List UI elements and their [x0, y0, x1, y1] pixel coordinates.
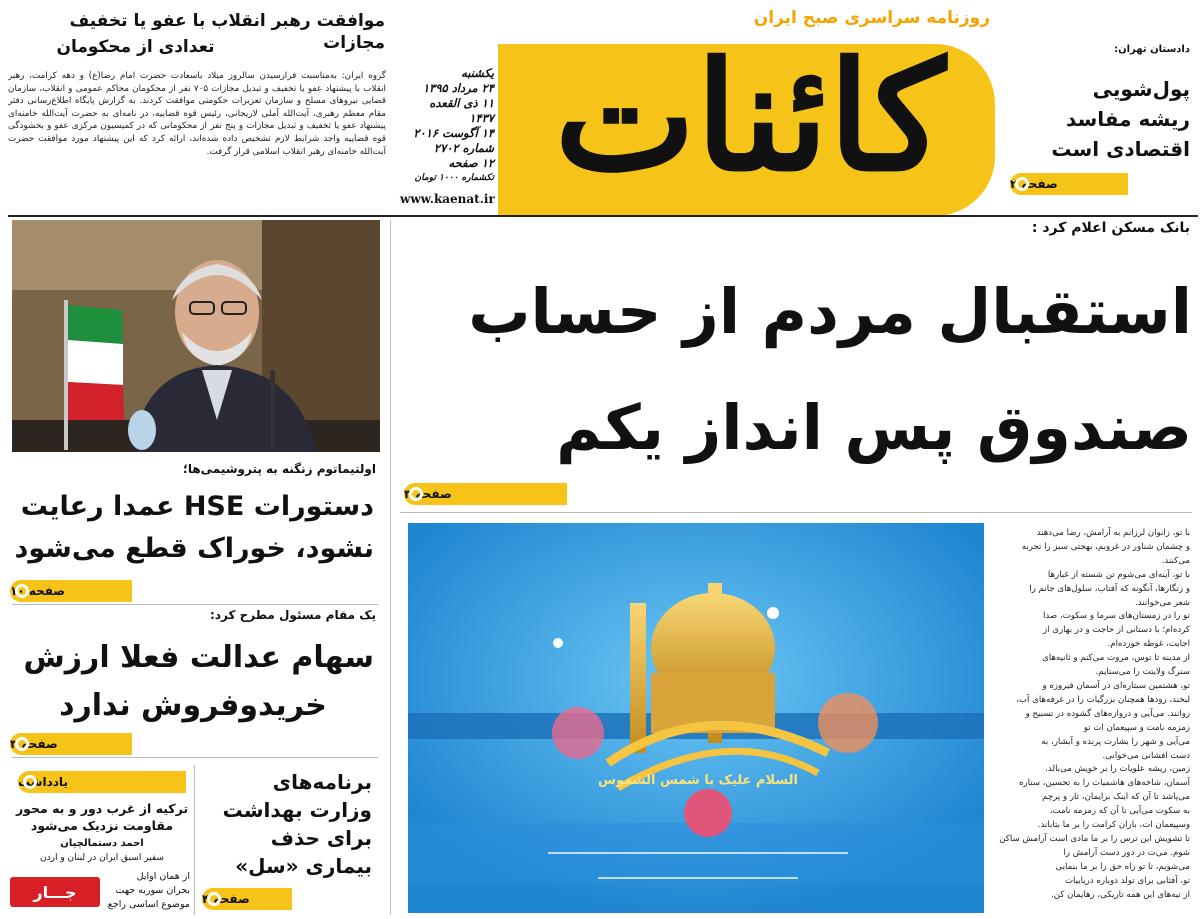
divider [12, 604, 378, 605]
imam-reza-poster [408, 523, 984, 913]
poem-line: تا تشویش این ترس را بر ما مادی است آرامش ساکن [999, 833, 1190, 844]
poem-line: زمین، ریشه علویات را بر خویش می‌بالد. [1045, 764, 1190, 775]
top-left-headline-1[interactable]: موافقت رهبر انقلاب با عفو یا تخفیف مجازات [69, 11, 385, 53]
shares-headline-2[interactable]: خریدوفروش ندارد [59, 688, 327, 723]
poem-line: سترگ ولایتت را می‌ستایم. [1095, 667, 1190, 678]
top-left-body: گروه ایران: به‌مناسبت فرارسیدن سالروز میلاد باسعادت حضرت امام رضا(ع) و دهه کرامت، رهبر انقلاب با پیشنهاد عفو یا تخفیف و تبدیل مجازات ۷۰۵ نفر از محکومان محاکم عمومی و انقلاب، سازمان قضایی نیروهای مسلح و سازمان تعزیرات حکومتی موافقت کردند. به گزارش پایگاه اطلاع‌رسانی دفتر مقام معظم رهبری، آیت‌الله آملی لاریجانی، رئیس قوه قضاییه، در نامه‌ای به حضرت آیت‌الله خامنه‌ای پیشنهاد عفو یا تخفیف و تبدیل مجازات و پنج نفر از محکومانی که در کمیسیون مرکزی عفو و بخشودگی قوه قضاییه واجد شرایط لازم تشخیص داده شده‌اند، ارائه کرد که این پیشنهاد مورد موافقت حضرت آیت‌الله خامنه‌ای رهبر انقلاب اسلامی قرار گرفت. [8, 71, 386, 157]
poem-line: می‌کنند. [1161, 555, 1190, 566]
poem-line: زمزمه نامت و سپیعمان ات تو [1083, 722, 1190, 733]
poem-line: لبخند، رودها همچنان بزرگیات را در غرفه‌های آب، [1016, 694, 1190, 705]
poem-line: به سکوت می‌آیی تا آن که زمزمه نامت، [1049, 806, 1190, 817]
photo-story-kicker: اولتیماتوم زنگنه به پتروشیمی‌ها؛ [183, 462, 376, 476]
poem-line: با تو، زانوان لرزانم به آرامش، رضا می‌دهند [1036, 528, 1190, 538]
tab-dot-icon [1015, 177, 1029, 191]
photo-story-page-tab[interactable]: صفحه ۱۰ [10, 580, 132, 602]
note-body [95, 870, 190, 912]
portrait-illustration [12, 220, 380, 452]
health-line-1: برنامه‌های [272, 770, 372, 794]
date-weekday: یکشنبه [461, 66, 494, 80]
note-author-title: سفیر اسبق ایران در لبنان و اردن [40, 853, 164, 863]
top-right-headline[interactable] [1000, 74, 1190, 164]
masthead-tagline: روزنامه سراسری صبح ایران [753, 8, 990, 28]
note-line: از همان اوایل [136, 871, 190, 882]
top-left-headline-2[interactable]: تعدادی از محکومان [56, 37, 215, 57]
divider [12, 757, 378, 758]
poster-calligraphy: السلام علیک یا شمس الشموس [598, 773, 798, 788]
note-line: موضوع اساسی راجع [107, 899, 190, 910]
date-gregorian: ۱۴ آگوست ۲۰۱۶ [413, 126, 494, 140]
page-count: ۱۲ صفحه [448, 156, 494, 170]
tab-dot-icon [15, 584, 29, 598]
health-headline[interactable] [200, 768, 372, 880]
main-headline-2[interactable]: صندوق پس انداز یکم [556, 391, 1192, 464]
poem-line: کرده‌ام؛ با دستانی از حاجت و در بهاری از [1043, 625, 1190, 636]
photo-story-headline-2[interactable]: نشود، خوراک قطع می‌شود [14, 533, 374, 564]
poem-line: شوم. می‌ت در دور دست آرامش را [1063, 847, 1190, 858]
jaar-badge-label: جـــار [33, 882, 77, 902]
date-persian: ۲۴ مرداد ۱۳۹۵ [422, 81, 494, 95]
date-hijri: ۱۱ ذی القعده ۱۴۳۷ [429, 96, 494, 125]
poem-line: اجابت، غوطه خورده‌ام. [1107, 639, 1190, 650]
note-label-tab: یادداشت [18, 771, 186, 793]
issue-number: شماره ۲۷۰۲ [433, 141, 494, 155]
poem-line: و زنگارها، آنگونه که آفتاب، سلول‌های جانم را [1029, 583, 1190, 594]
poem-line: دست افشانی می‌خوانی. [1102, 750, 1190, 761]
column-divider-bottom [194, 765, 195, 915]
poem-line: روانند. می‌آیی و دروازه‌های گشوده در تسبیح و [1025, 708, 1190, 719]
note-headline[interactable]: ترکیه از غرب دور و به محور مقاومت نزدیک می‌شود [15, 801, 189, 833]
shrine-illustration [408, 523, 984, 913]
photo-zanganeh [12, 220, 380, 452]
note-author: احمد دستمالچیان [60, 838, 144, 849]
tab-dot-icon [409, 487, 423, 501]
health-line-3: برای حذف [270, 826, 372, 850]
tab-dot-icon [207, 892, 221, 906]
price: تکشماره ۱۰۰۰ تومان [414, 173, 494, 183]
masthead-divider [8, 215, 1198, 217]
main-kicker: بانک مسکن اعلام کرد : [1031, 220, 1190, 236]
poem-line: تو را در زمستان‌های سرما و سکوت، صدا [1042, 611, 1190, 622]
column-divider-left [390, 220, 391, 915]
health-page-tab[interactable]: صفحه ۴ [202, 888, 292, 910]
masthead-date-block [402, 66, 494, 186]
photo-story-headline-1[interactable]: دستورات HSE عمدا رعایت [20, 491, 374, 522]
poem-line: با تو، آینه‌ای می‌شوم تن شسته از غبارها [1047, 569, 1190, 580]
tab-dot-icon [15, 737, 29, 751]
masthead-website[interactable]: www.kaenat.ir [400, 192, 495, 206]
shares-page-tab[interactable]: صفحه ۳ [10, 733, 132, 755]
poem-line: می‌پاشد تا آن که اینک برایمان، ثار و پرچم [1042, 792, 1190, 803]
poem-line: از تیه‌های این همه تاریکی، رهایمان کن. [1050, 889, 1190, 900]
poem-line: از مدینه تا توس، مروت می‌کنم و ثانیه‌های [1042, 653, 1190, 664]
top-right-line-3: اقتصادی است [1051, 137, 1190, 161]
jaar-badge [10, 877, 100, 907]
top-right-line-2: ریشه مفاسد [1066, 107, 1190, 131]
shares-headline-1[interactable]: سهام عدالت فعلا ارزش [23, 640, 374, 675]
top-right-page-tab[interactable]: صفحه ۲ [1010, 173, 1128, 195]
shares-kicker: یک مقام مسئول مطرح کرد: [210, 608, 376, 622]
health-line-4: بیماری «سل» [235, 854, 372, 878]
poem-line: تو، هشتمین سبتاره‌ای در آسمان فیروزه و [1042, 680, 1190, 691]
top-right-line-1: پول‌شویی [1092, 77, 1190, 101]
masthead-logo[interactable]: کائنات [554, 29, 946, 205]
section-divider [400, 512, 1192, 513]
poem-line: می‌شویم، تا تو راه حق را بر ما بنمایی [1055, 861, 1190, 872]
tab-dot-icon [23, 775, 37, 789]
poem-line: تو، آفتابی برای تولد دوباره دریاییات [1064, 875, 1190, 886]
poem-line: شعر می‌خوانند. [1135, 597, 1190, 608]
poem-column [990, 527, 1190, 912]
poem-line: آسمان، شاخه‌های هاشمیات را به تحسین، ستاره [1018, 778, 1190, 789]
poem-line: و چشمان شناور در غروبم، بهجتی سبز را تجربه [1021, 541, 1190, 552]
top-right-kicker: دادستان تهران: [1114, 44, 1190, 55]
health-line-2: وزارت بهداشت [222, 798, 372, 822]
poem-line: می‌آیی و شهر را بشارت پرنده و آبشار، به [1041, 736, 1190, 747]
note-line: بحران سوریه جهت [115, 885, 190, 896]
main-headline-1[interactable]: استقبال مردم از حساب [468, 275, 1192, 348]
poem-line: وسپیعمان ات، باران کرامت را بر ما بتاباند. [1037, 820, 1190, 831]
main-page-tab[interactable]: صفحه ۳ [404, 483, 567, 505]
